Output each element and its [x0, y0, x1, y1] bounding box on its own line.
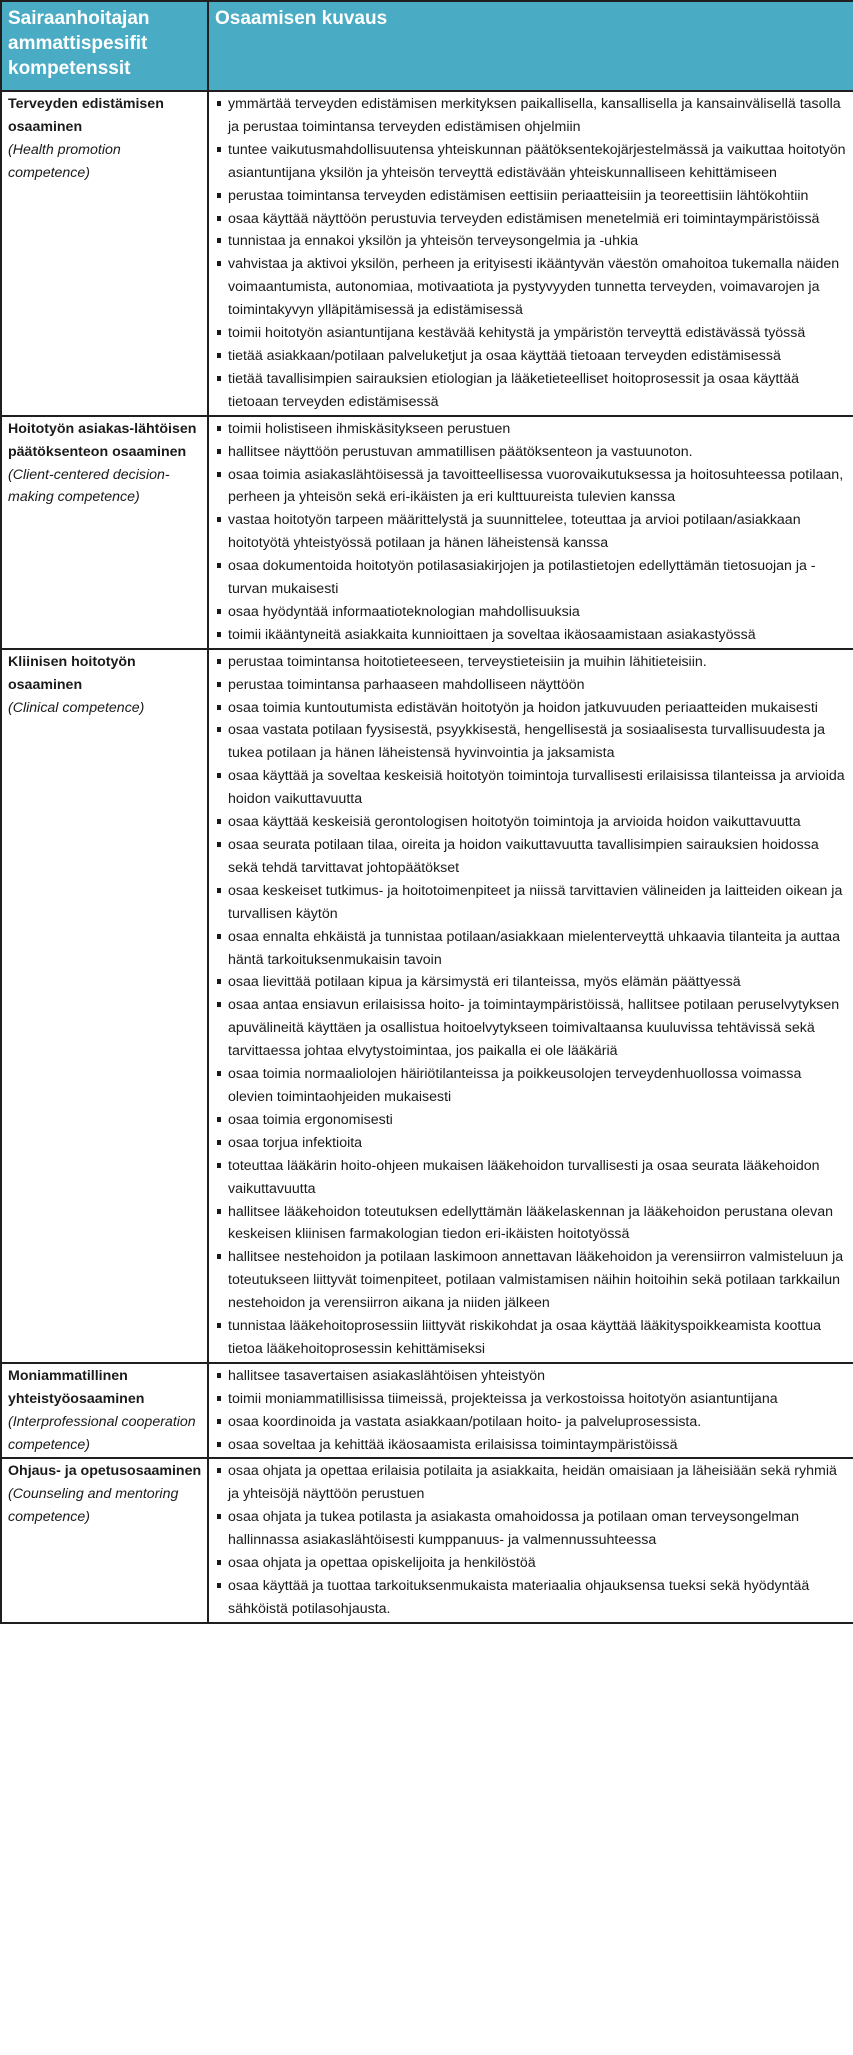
- table-row: [1, 91, 853, 416]
- table-body: [1, 91, 853, 1623]
- list-item: hallitsee tasavertaisen asiakaslähtöisen yhteistyön: [215, 1365, 849, 1388]
- competence-title: Hoitotyön asiakas-lähtöisen päätöksenteon osaaminen: [8, 420, 197, 460]
- list-item: osaa vastata potilaan fyysisestä, psyykkisestä, hengellisestä ja sosiaalisesta turvallisuudesta ja tukea potilaan ja hänen läheistensä hyvinvointia ja jaksamista: [215, 719, 849, 765]
- list-item: osaa käyttää näyttöön perustuvia terveyden edistämisen menetelmiä eri toimintaympäristöissä: [215, 208, 849, 231]
- list-item: osaa lievittää potilaan kipua ja kärsimystä eri tilanteissa, myös elämän päättyessä: [215, 971, 849, 994]
- list-item: toimii moniammatillisissa tiimeissä, projekteissa ja verkostoissa hoitotyön asiantuntijana: [215, 1388, 849, 1411]
- list-item: vastaa hoitotyön tarpeen määrittelystä ja suunnittelee, toteuttaa ja arvioi potilaan/asiakkaan hoitotyötä yhteistyössä potilaan ja hänen läheistensä kanssa: [215, 509, 849, 555]
- description-cell: [208, 649, 853, 1363]
- competence-english-name: (Client-centered decision-making competence): [8, 466, 170, 506]
- list-item: osaa toimia asiakaslähtöisessä ja tavoitteellisessa vuorovaikutuksessa ja hoitosuhteessa potilaan, perheen ja yhteisön sekä eri-ikäisten ja eri kulttuureista tulevien kanssa: [215, 464, 849, 510]
- table-header-row: [1, 1, 853, 91]
- list-item: tietää asiakkaan/potilaan palveluketjut ja osaa käyttää tietoaan terveyden edistämisessä: [215, 345, 849, 368]
- description-list: [215, 1365, 849, 1457]
- competence-title: Moniammatillinen yhteistyöosaaminen: [8, 1367, 145, 1407]
- competence-title: Kliinisen hoitotyön osaaminen: [8, 653, 136, 693]
- list-item: toimii ikääntyneitä asiakkaita kunnioittaen ja soveltaa ikäosaamistaan asiakastyössä: [215, 624, 849, 647]
- list-item: hallitsee nestehoidon ja potilaan laskimoon annettavan lääkehoidon ja verensiirron valmisteluun ja toteutukseen liittyvät toimenpiteet, potilaan valmistamisen näihin hoitoihin sekä potilaan tarkkailun nestehoidon ja verensiirron aikana ja niiden jälkeen: [215, 1246, 849, 1315]
- list-item: osaa ennalta ehkäistä ja tunnistaa potilaan/asiakkaan mielenterveyttä uhkaavia tilanteita ja auttaa häntä tarkoituksenmukaisin tavoin: [215, 926, 849, 972]
- description-cell: [208, 416, 853, 649]
- list-item: tunnistaa ja ennakoi yksilön ja yhteisön terveysongelmia ja -uhkia: [215, 230, 849, 253]
- competence-english-name: (Clinical competence): [8, 699, 145, 716]
- table-row: [1, 649, 853, 1363]
- list-item: perustaa toimintansa hoitotieteeseen, terveystieteisiin ja muihin lähitieteisiin.: [215, 651, 849, 674]
- list-item: hallitsee lääkehoidon toteutuksen edellyttämän lääkelaskennan ja lääkehoidon perustana olevan keskeisen kliinisen farmakologian tiedon eri-ikäisten hoitotyössä: [215, 1201, 849, 1247]
- description-list: [215, 418, 849, 647]
- table-row: [1, 416, 853, 649]
- list-item: hallitsee näyttöön perustuvan ammatillisen päätöksenteon ja vastuunoton.: [215, 441, 849, 464]
- description-list: [215, 651, 849, 1361]
- competence-cell: [1, 416, 208, 649]
- competence-cell: [1, 1363, 208, 1459]
- description-list: [215, 1460, 849, 1620]
- description-cell: [208, 1458, 853, 1622]
- list-item: osaa toimia ergonomisesti: [215, 1109, 849, 1132]
- list-item: tunnistaa lääkehoitoprosessiin liittyvät riskikohdat ja osaa käyttää lääkityspoikkeamista koottua tietoa lääkehoitoprosessin kehittämiseksi: [215, 1315, 849, 1361]
- list-item: osaa toimia kuntoutumista edistävän hoitotyön ja hoidon jatkuvuuden periaatteiden mukaisesti: [215, 697, 849, 720]
- competence-english-name: (Health promotion competence): [8, 141, 121, 181]
- list-item: osaa käyttää keskeisiä gerontologisen hoitotyön toimintoja ja arvioida hoidon vaikuttavuutta: [215, 811, 849, 834]
- description-list: [215, 93, 849, 414]
- competence-title: Ohjaus- ja opetusosaaminen: [8, 1463, 202, 1480]
- list-item: osaa ohjata ja opettaa erilaisia potilaita ja asiakkaita, heidän omaisiaan ja läheisiään sekä ryhmiä ja yhteisöjä näyttöön perustuen: [215, 1460, 849, 1506]
- list-item: tuntee vaikutusmahdollisuutensa yhteiskunnan päätöksentekojärjestelmässä ja vaikuttaa hoitotyön asiantuntijana yksilön ja yhteisön terveyttä edistävään yhteiskunnalliseen kehittämiseen: [215, 139, 849, 185]
- competence-cell: [1, 649, 208, 1363]
- list-item: osaa soveltaa ja kehittää ikäosaamista erilaisissa toimintaympäristöissä: [215, 1434, 849, 1457]
- list-item: osaa ohjata ja opettaa opiskelijoita ja henkilöstöä: [215, 1552, 849, 1575]
- description-cell: [208, 91, 853, 416]
- list-item: osaa seurata potilaan tilaa, oireita ja hoidon vaikuttavuutta tavallisimpien sairauksien hoidossa sekä tehdä tarvittavat johtopäätökset: [215, 834, 849, 880]
- list-item: osaa käyttää ja soveltaa keskeisiä hoitotyön toimintoja turvallisesti erilaisissa tilanteissa ja arvioida hoidon vaikuttavuutta: [215, 765, 849, 811]
- list-item: toimii holistiseen ihmiskäsitykseen perustuen: [215, 418, 849, 441]
- competence-title: Terveyden edistämisen osaaminen: [8, 96, 164, 135]
- list-item: ymmärtää terveyden edistämisen merkityksen paikallisella, kansallisella ja kansainvälisellä tasolla ja perustaa toimintansa terveyden edistämisen ohjelmiin: [215, 93, 849, 139]
- list-item: osaa torjua infektioita: [215, 1132, 849, 1155]
- list-item: toimii hoitotyön asiantuntijana kestävää kehitystä ja ympäristön terveyttä edistävässä työssä: [215, 322, 849, 345]
- list-item: osaa hyödyntää informaatioteknologian mahdollisuuksia: [215, 601, 849, 624]
- table-row: [1, 1458, 853, 1622]
- list-item: osaa koordinoida ja vastata asiakkaan/potilaan hoito- ja palveluprosessista.: [215, 1411, 849, 1434]
- table-row: [1, 1363, 853, 1459]
- list-item: perustaa toimintansa parhaaseen mahdolliseen näyttöön: [215, 674, 849, 697]
- list-item: osaa keskeiset tutkimus- ja hoitotoimenpiteet ja niissä tarvittavien välineiden ja laitteiden oikean ja turvallisen käytön: [215, 880, 849, 926]
- list-item: osaa ohjata ja tukea potilasta ja asiakasta omahoidossa ja potilaan oman terveysongelman hallinnassa asiakaslähtöisesti kumppanuus- ja valmennussuhteessa: [215, 1506, 849, 1552]
- competence-cell: [1, 1458, 208, 1622]
- list-item: osaa antaa ensiavun erilaisissa hoito- ja toimintaympäristöissä, hallitsee potilaan peruselvytyksen apuvälineitä käyttäen ja osallistua hoitoelvytykseen toimivaltaansa kuuluvissa tehtävissä sekä tarvittaessa johtaa elvytystoimintaa, jos paikalla ei ole lääkäriä: [215, 994, 849, 1063]
- description-cell: [208, 1363, 853, 1459]
- list-item: osaa käyttää ja tuottaa tarkoituksenmukaista materiaalia ohjauksensa tueksi sekä hyödyntää sähköistä potilasohjausta.: [215, 1575, 849, 1621]
- header-competence: Sairaanhoitajan ammattispesifit kompetenssit: [1, 1, 208, 91]
- list-item: vahvistaa ja aktivoi yksilön, perheen ja erityisesti ikääntyvän väestön omahoitoa tukemalla näiden voimaantumista, autonomiaa, motivaatiota ja pystyvyyden tunnetta terveyden, voimavarojen ja toimintakyvyn ylläpitämisessä ja edistämisessä: [215, 253, 849, 322]
- list-item: perustaa toimintansa terveyden edistämisen eettisiin periaatteisiin ja teoreettisiin lähtökohtiin: [215, 185, 849, 208]
- list-item: osaa dokumentoida hoitotyön potilasasiakirjojen ja potilastietojen edellyttämän tietosuojan ja -turvan mukaisesti: [215, 555, 849, 601]
- competence-english-name: (Counseling and mentoring competence): [8, 1486, 179, 1526]
- competence-english-name: (Interprofessional cooperation competence): [8, 1413, 196, 1453]
- competence-cell: [1, 91, 208, 416]
- header-description: Osaamisen kuvaus: [208, 1, 853, 91]
- list-item: tietää tavallisimpien sairauksien etiologian ja lääketieteelliset hoitoprosessit ja osaa käyttää tietoaan terveyden edistämisessä: [215, 368, 849, 414]
- list-item: toteuttaa lääkärin hoito-ohjeen mukaisen lääkehoidon turvallisesti ja osaa seurata lääkehoidon vaikuttavuutta: [215, 1155, 849, 1201]
- list-item: osaa toimia normaaliolojen häiriötilanteissa ja poikkeusolojen terveydenhuollossa voimassa olevien toimintaohjeiden mukaisesti: [215, 1063, 849, 1109]
